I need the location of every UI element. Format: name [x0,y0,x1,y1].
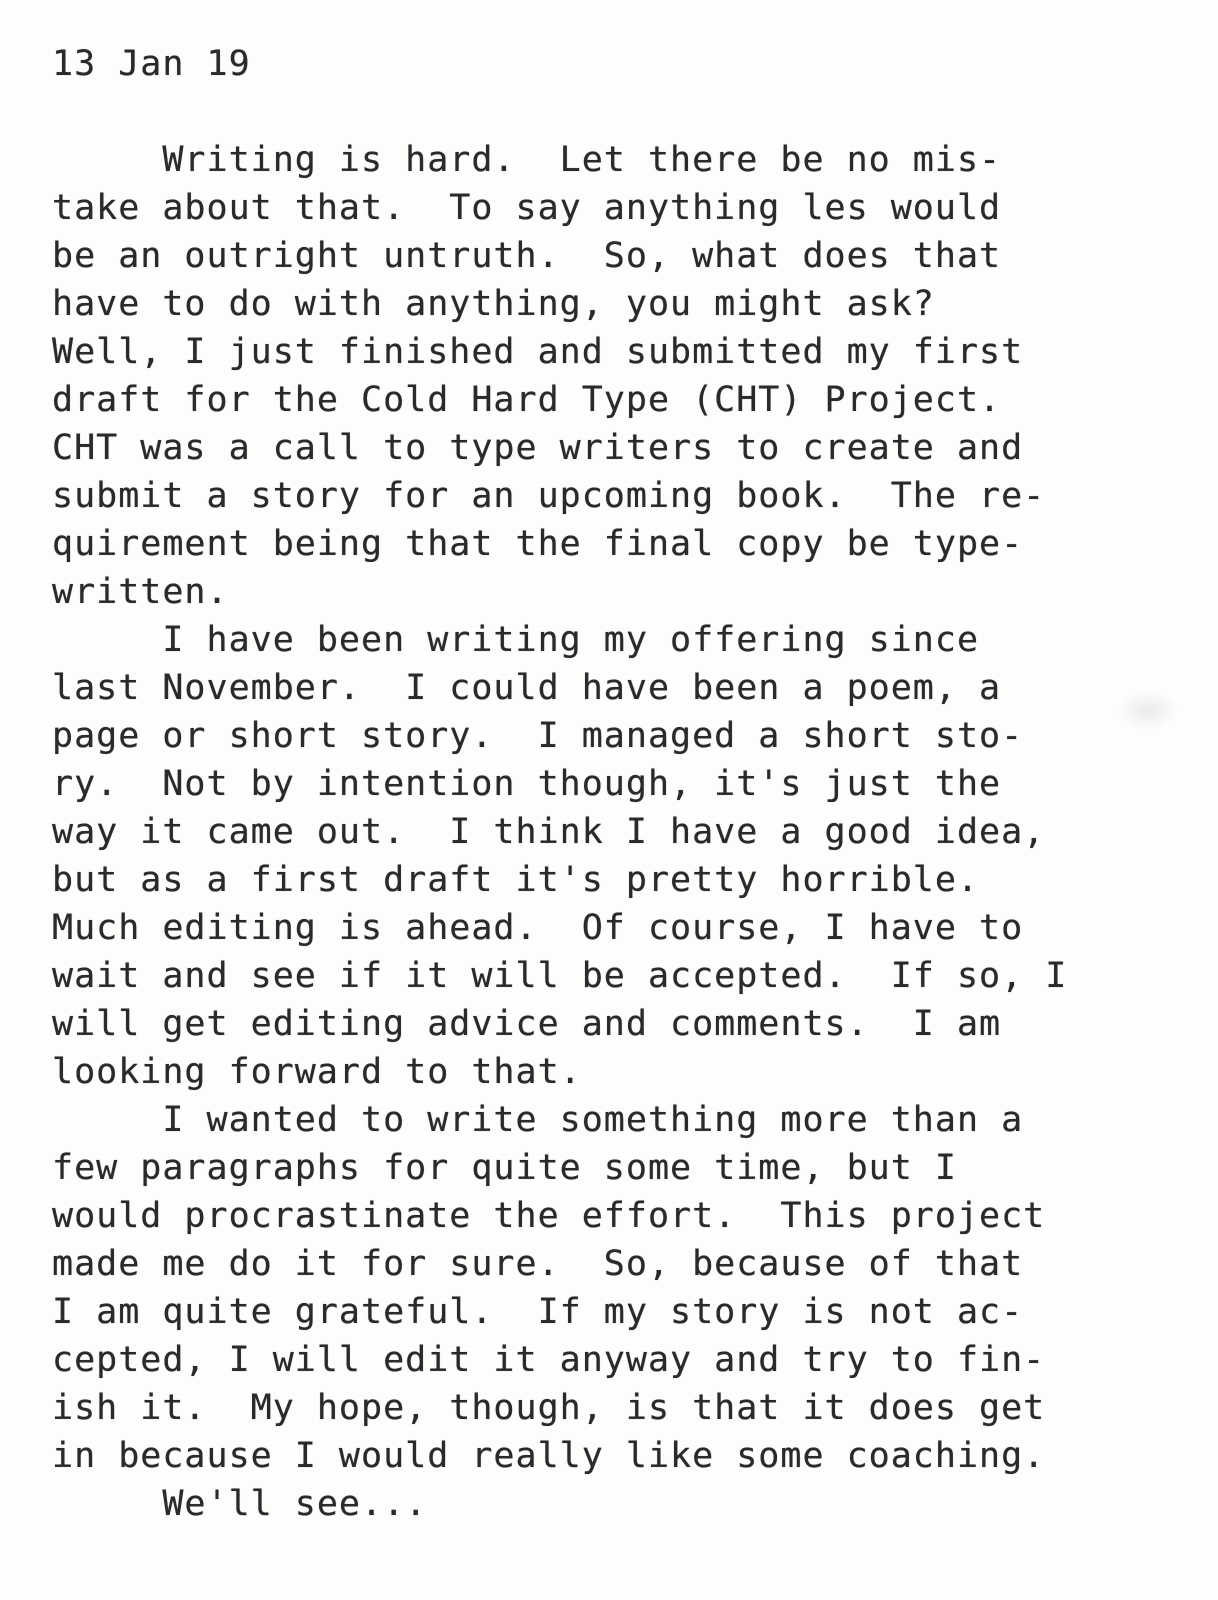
text-line: Writing is hard. Let there be no mis- [52,140,1002,180]
text-line: in because I would really like some coaching. [52,1436,1046,1476]
text-line: be an outright untruth. So, what does that [52,236,1002,276]
text-line: I have been writing my offering since [52,620,980,660]
text-line: few paragraphs for quite some time, but I [52,1148,957,1188]
text-line: looking forward to that. [52,1052,582,1092]
text-line: I am quite grateful. If my story is not ac- [52,1292,1024,1332]
text-line: ish it. My hope, though, is that it does get [52,1388,1046,1428]
entry-date: 13 Jan 19 [52,44,251,84]
body-text [52,136,1067,1528]
text-line: Well, I just finished and submitted my first [52,332,1024,372]
text-line: would procrastinate the effort. This project [52,1196,1046,1236]
text-line: made me do it for sure. So, because of that [52,1244,1024,1284]
text-line: quirement being that the final copy be type- [52,524,1024,564]
text-line: CHT was a call to type writers to create and [52,428,1024,468]
text-line: cepted, I will edit it anyway and try to fin- [52,1340,1046,1380]
text-line: I wanted to write something more than a [52,1100,1024,1140]
text-line: will get editing advice and comments. I am [52,1004,1002,1044]
text-line: draft for the Cold Hard Type (CHT) Project. [52,380,1002,420]
text-line: way it came out. I think I have a good idea, [52,812,1046,852]
text-line: have to do with anything, you might ask? [52,284,935,324]
text-line: written. [52,572,229,612]
text-line: Much editing is ahead. Of course, I have to [52,908,1024,948]
paper-smudge [1118,690,1178,730]
text-line: We'll see... [52,1484,428,1524]
text-line: take about that. To say anything les would [52,188,1002,228]
text-line: page or short story. I managed a short sto- [52,716,1024,756]
text-line: last November. I could have been a poem, a [52,668,1002,708]
text-line: submit a story for an upcoming book. The re- [52,476,1046,516]
text-line: but as a first draft it's pretty horrible. [52,860,980,900]
text-line: wait and see if it will be accepted. If so, I [52,956,1068,996]
text-line: ry. Not by intention though, it's just the [52,764,1002,804]
